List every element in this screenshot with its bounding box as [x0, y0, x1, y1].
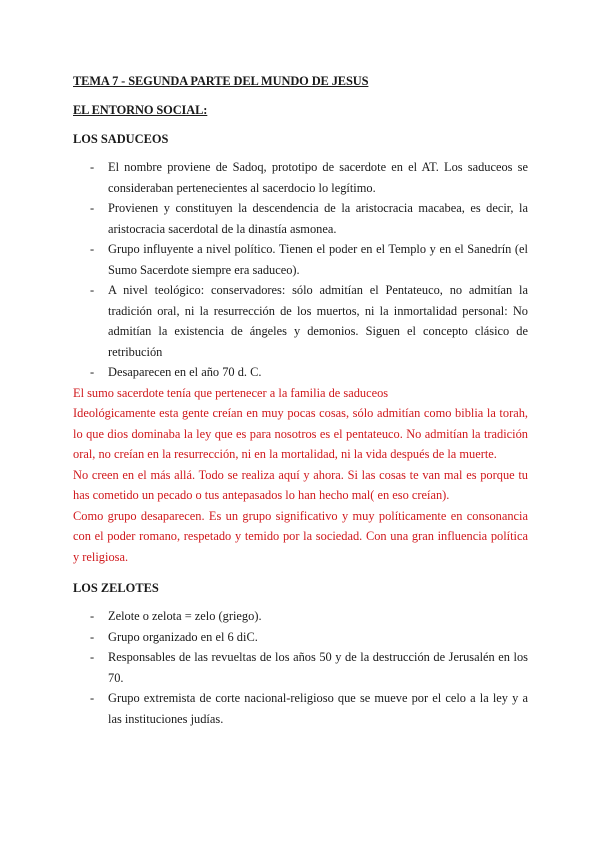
list-item: - Responsables de las revueltas de los años 50 y de la destrucción de Jerusalén en los 70.	[73, 647, 528, 688]
list-item: - Provienen y constituyen la descendencia de la aristocracia macabea, es decir, la aristocracia sacerdotal de la dinastía asmonea.	[73, 198, 528, 239]
bullet-dash: -	[90, 650, 95, 664]
list-item: - Grupo organizado en el 6 diC.	[73, 627, 528, 648]
list-item: - Desaparecen en el año 70 d. C.	[73, 362, 528, 383]
list-item: - A nivel teológico: conservadores: sólo admitían el Pentateuco, no admitían la tradición oral, ni la resurrección de los muertos, ni la inmortalidad personal: No admitían la existencia de ángeles y demonios. Siguen el concepto clásico de retribución	[73, 280, 528, 362]
list-item: - El nombre proviene de Sadoq, prototipo de sacerdote en el AT. Los saduceos se consideraban pertenecientes al sacerdocio lo legítimo.	[73, 157, 528, 198]
saduceos-heading: LOS SADUCEOS	[73, 132, 169, 146]
list-item: - Zelote o zelota = zelo (griego).	[73, 606, 528, 627]
document-title: TEMA 7 - SEGUNDA PARTE DEL MUNDO DE JESUS	[73, 74, 369, 88]
list-item: - Grupo extremista de corte nacional-religioso que se mueve por el celo a la ley y a las instituciones judías.	[73, 688, 528, 729]
saduceos-list	[73, 157, 528, 383]
bullet-dash: -	[90, 201, 95, 215]
bullet-dash: -	[90, 160, 95, 174]
zelotes-list	[73, 606, 528, 729]
bullet-dash: -	[90, 691, 95, 705]
note-paragraph: No creen en el más allá. Todo se realiza aquí y ahora. Si las cosas te van mal es porque tu has cometido un pecado o tus antepasados lo han hecho mal( en eso creían).	[73, 467, 528, 502]
document-content	[73, 73, 528, 729]
note-paragraph: Como grupo desaparecen. Es un grupo significativo y muy políticamente en consonancia con el poder romano, respetado y temido por la sociedad. Con una gran influencia política y religiosa.	[73, 508, 528, 564]
list-item: - Grupo influyente a nivel político. Tienen el poder en el Templo y en el Sanedrín (el Sumo Sacerdote siempre era saduceo).	[73, 239, 528, 280]
note-paragraph: Ideológicamente esta gente creían en muy pocas cosas, sólo admitían como biblia la torah, lo que dios dominaba la ley que es para nosotros es el pentateuco. No admitían la tradición oral, no creían en la resurrección, ni en la mortalidad, ni la vida después de la muerte.	[73, 406, 528, 461]
note-paragraph: El sumo sacerdote tenía que pertenecer a la familia de saduceos	[73, 385, 389, 400]
section-subtitle: EL ENTORNO SOCIAL:	[73, 103, 208, 117]
bullet-dash: -	[90, 629, 95, 644]
zelotes-heading: LOS ZELOTES	[73, 581, 159, 595]
bullet-dash: -	[90, 365, 95, 379]
bullet-dash: -	[90, 283, 95, 297]
bullet-dash: -	[90, 609, 95, 623]
bullet-dash: -	[90, 242, 95, 256]
